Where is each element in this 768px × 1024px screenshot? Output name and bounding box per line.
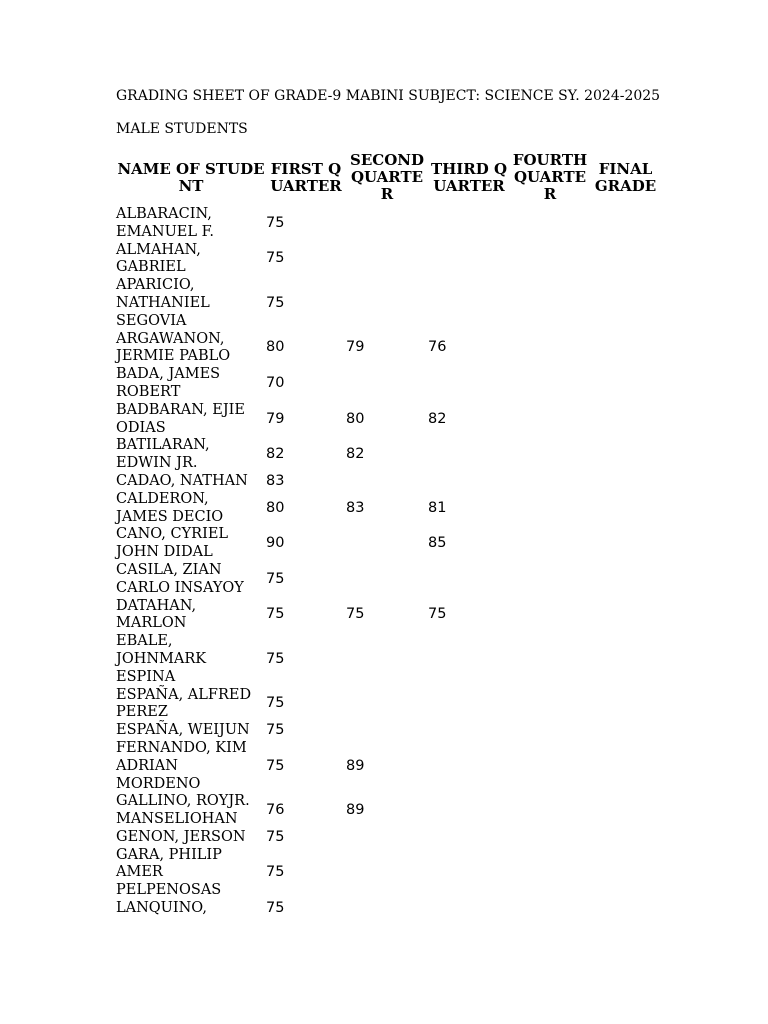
second-quarter-grade (346, 473, 428, 491)
fourth-quarter-grade (510, 277, 590, 330)
first-quarter-grade: 75 (266, 650, 285, 667)
final-grade (590, 687, 661, 723)
first-quarter-grade: 75 (266, 900, 285, 917)
second-quarter-grade: 75 (346, 606, 365, 623)
third-quarter-grade: 76 (428, 339, 447, 356)
third-quarter-grade (428, 242, 510, 278)
final-grade (590, 722, 661, 740)
table-row (116, 277, 661, 330)
header-second-quarter: SECOND QUARTER (350, 151, 424, 203)
third-quarter-grade (428, 277, 510, 330)
final-grade (590, 793, 661, 829)
document-title: GRADING SHEET OF GRADE-9 MABINI SUBJECT: SCIENCE SY. 2024-2025 (116, 88, 661, 104)
final-grade (590, 242, 661, 278)
first-quarter-grade: 75 (266, 570, 285, 587)
student-name: CANO, CYRIEL JOHN DIDAL (116, 526, 229, 561)
student-name: CADAO, NATHAN (116, 472, 248, 489)
fourth-quarter-grade (510, 847, 590, 900)
table-row (116, 366, 661, 402)
table-row (116, 437, 661, 473)
third-quarter-grade (428, 633, 510, 686)
third-quarter-grade (428, 829, 510, 847)
student-name: EBALE, JOHNMARK ESPINA (116, 633, 207, 685)
header-fourth-quarter: FOURTH QUARTER (512, 151, 588, 203)
third-quarter-grade (428, 847, 510, 900)
final-grade (590, 526, 661, 562)
third-quarter-grade (428, 473, 510, 491)
first-quarter-grade: 75 (266, 294, 285, 311)
table-row (116, 722, 661, 740)
student-name: CASILA, ZIAN CARLO INSAYOY (116, 561, 244, 596)
fourth-quarter-grade (510, 242, 590, 278)
third-quarter-grade (428, 687, 510, 723)
student-name: GALLINO, ROYJR. MANSELIOHAN (116, 793, 250, 828)
second-quarter-grade: 89 (346, 757, 365, 774)
first-quarter-grade: 76 (266, 802, 285, 819)
third-quarter-grade (428, 366, 510, 402)
second-quarter-grade (346, 633, 428, 686)
student-name: ESPAÑA, ALFRED PEREZ (116, 686, 252, 721)
third-quarter-grade: 82 (428, 410, 447, 427)
second-quarter-grade (346, 277, 428, 330)
table-row (116, 793, 661, 829)
fourth-quarter-grade (510, 491, 590, 527)
third-quarter-grade (428, 562, 510, 598)
second-quarter-grade (346, 526, 428, 562)
first-quarter-grade: 75 (266, 250, 285, 267)
student-name: GENON, JERSON (116, 828, 246, 845)
student-name: ESPAÑA, WEIJUN (116, 722, 250, 739)
fourth-quarter-grade (510, 437, 590, 473)
second-quarter-grade (346, 829, 428, 847)
fourth-quarter-grade (510, 206, 590, 242)
student-name: GARA, PHILIP AMER PELPENOSAS (116, 846, 222, 899)
fourth-quarter-grade (510, 598, 590, 634)
first-quarter-grade: 80 (266, 499, 285, 516)
first-quarter-grade: 75 (266, 606, 285, 623)
first-quarter-grade: 75 (266, 214, 285, 231)
final-grade (590, 277, 661, 330)
table-row (116, 598, 661, 634)
second-quarter-grade (346, 206, 428, 242)
student-name: ALMAHAN, GABRIEL (116, 241, 201, 276)
second-quarter-grade (346, 562, 428, 598)
second-quarter-grade: 82 (346, 446, 365, 463)
final-grade (590, 847, 661, 900)
student-name: BADBARAN, EJIE ODIAS (116, 401, 245, 436)
third-quarter-grade (428, 793, 510, 829)
first-quarter-grade: 70 (266, 375, 285, 392)
second-quarter-grade: 83 (346, 499, 365, 516)
fourth-quarter-grade (510, 402, 590, 438)
student-name: APARICIO, NATHANIEL SEGOVIA (116, 277, 210, 329)
fourth-quarter-grade (510, 633, 590, 686)
third-quarter-grade: 85 (428, 535, 447, 552)
second-quarter-grade (346, 366, 428, 402)
first-quarter-grade: 75 (266, 722, 285, 739)
fourth-quarter-grade (510, 829, 590, 847)
third-quarter-grade (428, 740, 510, 793)
second-quarter-grade (346, 847, 428, 900)
second-quarter-grade (346, 242, 428, 278)
student-name: BADA, JAMES ROBERT (116, 366, 221, 400)
section-label: MALE STUDENTS (116, 121, 248, 137)
fourth-quarter-grade (510, 562, 590, 598)
fourth-quarter-grade (510, 366, 590, 402)
second-quarter-grade: 89 (346, 802, 365, 819)
table-row (116, 473, 661, 491)
student-name: FERNANDO, KIM ADRIAN MORDENO (116, 739, 247, 792)
table-header-row (116, 152, 661, 206)
fourth-quarter-grade (510, 722, 590, 740)
third-quarter-grade (428, 900, 510, 918)
first-quarter-grade: 90 (266, 535, 285, 552)
student-name: ALBARACIN, EMANUEL F. (116, 206, 215, 240)
table-row (116, 402, 661, 438)
fourth-quarter-grade (510, 793, 590, 829)
final-grade (590, 473, 661, 491)
first-quarter-grade: 75 (266, 695, 285, 712)
final-grade (590, 900, 661, 918)
second-quarter-grade: 79 (346, 339, 365, 356)
header-first-quarter: FIRST QUARTER (270, 159, 342, 195)
student-name: ARGAWANON, JERMIE PABLO (116, 330, 231, 365)
first-quarter-grade: 75 (266, 757, 285, 774)
table-row (116, 331, 661, 367)
third-quarter-grade (428, 206, 510, 242)
final-grade (590, 491, 661, 527)
final-grade (590, 633, 661, 686)
fourth-quarter-grade (510, 687, 590, 723)
final-grade (590, 598, 661, 634)
student-name: BATILARAN, EDWIN JR. (116, 437, 210, 472)
final-grade (590, 740, 661, 793)
table-row (116, 526, 661, 562)
second-quarter-grade (346, 900, 428, 918)
first-quarter-grade: 83 (266, 472, 285, 489)
fourth-quarter-grade (510, 473, 590, 491)
first-quarter-grade: 79 (266, 410, 285, 427)
second-quarter-grade (346, 687, 428, 723)
final-grade (590, 437, 661, 473)
table-row (116, 562, 661, 598)
third-quarter-grade: 81 (428, 499, 447, 516)
table-body (116, 206, 661, 918)
table-row (116, 740, 661, 793)
third-quarter-grade (428, 437, 510, 473)
table-row (116, 687, 661, 723)
table-row (116, 206, 661, 242)
student-name: CALDERON, JAMES DECIO (116, 490, 224, 525)
table-row (116, 847, 661, 900)
student-name: LANQUINO, (116, 900, 207, 917)
table-row (116, 829, 661, 847)
final-grade (590, 366, 661, 402)
second-quarter-grade (346, 722, 428, 740)
table-row (116, 491, 661, 527)
first-quarter-grade: 82 (266, 446, 285, 463)
fourth-quarter-grade (510, 900, 590, 918)
student-name: DATAHAN, MARLON (116, 597, 197, 632)
first-quarter-grade: 75 (266, 864, 285, 881)
fourth-quarter-grade (510, 526, 590, 562)
second-quarter-grade: 80 (346, 410, 365, 427)
header-name: NAME OF STUDENT (117, 159, 265, 195)
header-third-quarter: THIRD QUARTER (430, 159, 508, 195)
table-row (116, 242, 661, 278)
final-grade (590, 402, 661, 438)
final-grade (590, 206, 661, 242)
table-row (116, 900, 661, 918)
first-quarter-grade: 80 (266, 339, 285, 356)
final-grade (590, 829, 661, 847)
header-final-grade: FINAL GRADE (594, 159, 657, 195)
document-page (116, 86, 661, 918)
third-quarter-grade: 75 (428, 606, 447, 623)
third-quarter-grade (428, 722, 510, 740)
fourth-quarter-grade (510, 331, 590, 367)
table-row (116, 633, 661, 686)
grades-table (116, 152, 661, 918)
fourth-quarter-grade (510, 740, 590, 793)
first-quarter-grade: 75 (266, 828, 285, 845)
final-grade (590, 562, 661, 598)
final-grade (590, 331, 661, 367)
